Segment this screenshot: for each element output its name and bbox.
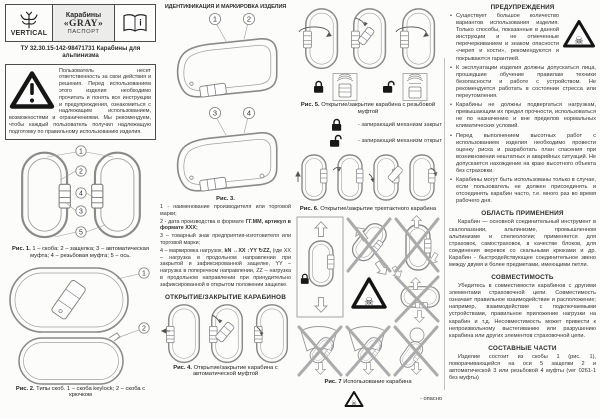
skull-warning-icon bbox=[353, 279, 385, 308]
figure-1 bbox=[5, 140, 156, 260]
marking-item-2: 2 - дата производства в формате ГГ.ММ, артикул в формате XXX; bbox=[160, 218, 291, 232]
skull-triangle-icon bbox=[344, 390, 364, 408]
wrong-edge-cell-2 bbox=[347, 326, 389, 375]
fig1-callout-1: 1 bbox=[79, 147, 83, 155]
warning-exclamation-icon bbox=[9, 70, 55, 110]
skull-triangle-icon bbox=[562, 19, 596, 49]
wrong-edge-cell-1 bbox=[299, 326, 341, 375]
warning-bullet: • Перед выполнением высотных работ с использованием изделия необходимо провести оценку риска и разработать план спасения при возникновении нештатных и аварийных ситуаций. Не допускается нахождение на краю высотного объекта без страховки. bbox=[449, 133, 596, 176]
wrong-edge-cell-3 bbox=[395, 327, 437, 375]
warning-bullet: • Карабины не должны подвергаться нагрузкам, превышающим их предел прочности, использоваться не по назначению и вне пределов нормальных климатических условий. bbox=[449, 102, 596, 130]
fig1-carabiners-diagram bbox=[5, 140, 156, 246]
compatibility-text: Убедитесь в совместимости карабинов с другими элементами страховочной цепи. Совместимость означает правильное взаимодействие и расположение; например, взаимодействие с подключаемыми устройствами, правильное приложение нагрузки на карабин и т.д. Несовместимость может привести к непроизвольному выстегиванию или разрушению карабина или других элементов страховочной цепи. bbox=[449, 283, 596, 339]
fig5-screw-gate-diagram bbox=[295, 4, 441, 72]
sleeve-closed-detail bbox=[333, 74, 357, 101]
fig5-lock-detail-row bbox=[295, 72, 441, 102]
fig4-caption: Рис. 4. Открытие/закрытие карабина с автоматической муфтой bbox=[173, 364, 278, 378]
fig2-caption: Рис. 2. Типы скоб. 1 – скоба keylock; 2 – скоба с крючком bbox=[15, 385, 146, 399]
svg-text:☠: ☠ bbox=[364, 295, 374, 308]
application-text: Карабин — основной соединительный инструмент в скалолазании, альпинизме, промышленном альпинизме и спелеологии; применяется для страховок, самостраховок, в качестве блоков, для соединения веревок со скальными крюками и др. Карабин - быстродействующее соединительное звено между двумя и более предметами, имеющими петли. bbox=[449, 219, 596, 268]
fig3-callout-2: 2 bbox=[246, 14, 252, 24]
doc-type: ПАСПОРТ bbox=[67, 28, 100, 35]
fig4-auto-gate-diagram bbox=[160, 301, 291, 365]
manual-cell bbox=[115, 5, 154, 41]
lock-closed-legend: - запирающий механизм закрыт bbox=[320, 118, 442, 132]
fig3-callout-3: 3 bbox=[212, 108, 218, 118]
compatibility-title: СОВМЕСТИМОСТЬ bbox=[491, 274, 554, 282]
fig1-callout-3: 3 bbox=[79, 207, 83, 215]
wrong-diagonal-cell bbox=[348, 219, 391, 278]
figures-column bbox=[294, 4, 442, 408]
fig1-caption: Рис. 1. 1 – скоба; 2 – защелка; 3 – автоматическая муфта; 4 – резьбовая муфта; 5 – ось. bbox=[12, 245, 149, 259]
brand-cell bbox=[6, 5, 53, 41]
identification-column bbox=[160, 4, 291, 378]
brand-name: VERTICAL bbox=[10, 29, 48, 37]
svg-text:☠: • ☠ bbox=[574, 35, 584, 47]
fig1-callout-2: 2 bbox=[79, 167, 83, 175]
sleeve-open-detail bbox=[403, 74, 427, 101]
application-title: ОБЛАСТЬ ПРИМЕНЕНИЯ bbox=[481, 210, 564, 218]
warning-bullet: • К эксплуатации изделия должны допускаться лица, прошедшие обучение правилам техники безопасности и работе с устройством. Не рекомендуется работать в состоянии стресса или переутомления. bbox=[449, 65, 596, 100]
fig1-callout-4: 4 bbox=[79, 189, 83, 197]
marking-item-4: 4 – маркировка нагрузок, kN ↔XX ↕YY ↻ZZ, (где XX – нагрузка в продольном направлении при закрытой и зафиксированной защелке, YY – нагрузка в поперечном направлении, ZZ – нагрузка в продольном направлении при принудительно зафиксированной в открытом положении защелке. bbox=[160, 247, 292, 288]
warnings-title: ПРЕДУПРЕЖДЕНИЯ bbox=[490, 4, 555, 11]
figure-2 bbox=[5, 262, 156, 400]
open-close-title: ОТКРЫТИЕ/ЗАКРЫТИЕ КАРАБИНОВ bbox=[164, 293, 287, 301]
user-responsibility-warning bbox=[5, 64, 156, 140]
left-column bbox=[5, 4, 156, 399]
warning-bullet: • ☠ Существует большое количество вариантов использования изделия. Только способы, показанные в данной инструкции и не отмеченные перечеркиванием и знаком опасности «череп и кости», рекомендуются и покрываются гарантией. bbox=[449, 13, 596, 63]
wrong-three-way-cell bbox=[390, 215, 441, 279]
fig3-marking-diagram-bottom bbox=[160, 102, 291, 196]
fig1-callout-5: 5 bbox=[79, 228, 83, 236]
document-header bbox=[5, 4, 156, 42]
fig3-caption: Рис. 3. bbox=[216, 196, 235, 202]
column-divider bbox=[444, 58, 445, 390]
fig3-marking-diagram-top bbox=[160, 10, 291, 102]
model-name: «GRAY» bbox=[63, 18, 104, 29]
title-block bbox=[53, 5, 115, 41]
parts-text: Изделие состоит из скобы 1 (рис. 1), поворачивающейся на оси 5 защелки 2 и автоматической 3 или резьбовой 4 муфты (ver 0261-1 без муфты) bbox=[449, 353, 596, 382]
fig2-callout-2: 2 bbox=[142, 324, 146, 332]
fig6-caption: Рис. 6. Открытие/закрытие трехтактного карабина bbox=[299, 205, 437, 212]
warning-text: Пользователь несет ответственность за свои действия и решения. Перед использованием этого изделия необходимо прочитать и понять все инструкции и предупреждения, ознакомиться с надлежащим использованием, возможностями и ограничениями. Мы рекомендуем, чтобы каждый пользователь получил надлежащую подготовку по правильному использованию изделия. bbox=[9, 67, 151, 135]
fig7-usage-grid bbox=[295, 215, 441, 379]
wrong-transverse-cell bbox=[396, 277, 439, 322]
padlock-closed-icon bbox=[331, 118, 343, 132]
fig2-gate-types-diagram bbox=[5, 262, 156, 386]
fig3-callout-4: 4 bbox=[246, 108, 252, 118]
fig6-triple-action-diagram bbox=[295, 150, 441, 206]
warnings-list bbox=[449, 13, 596, 205]
marking-item-1: 1 - наименование производителя или торговой марки; bbox=[160, 203, 291, 217]
danger-legend: ☠ - опасно bbox=[294, 390, 442, 408]
correct-usage-cell bbox=[297, 217, 343, 317]
product-title: Карабины bbox=[65, 11, 102, 19]
vertical-logo-icon bbox=[18, 10, 40, 29]
warnings-column bbox=[449, 4, 596, 382]
info-glyph: i bbox=[138, 17, 142, 27]
padlock-open-icon bbox=[330, 134, 343, 148]
identification-title: ИДЕНТИФИКАЦИЯ И МАРКИРОВКА ИЗДЕЛИЯ bbox=[164, 4, 287, 10]
fig2-callout-1: 1 bbox=[142, 269, 146, 277]
parts-title: СОСТАВНЫЕ ЧАСТИ bbox=[488, 344, 557, 352]
tu-standard-line: ТУ 32.30.15-142-98471731 Карабины для альпинизма bbox=[20, 45, 141, 60]
fig5-caption: Рис. 5. Открытие/закрытие карабина с резьбовой муфтой bbox=[300, 102, 436, 115]
fig7-caption: Рис. 7 Использование карабина bbox=[324, 378, 412, 385]
warning-bullet: • Карабины могут быть использованы только в случае, если пользователь не должен присоединять и отсоединять карабин часто, т.е. много раз во время рабочего дня. bbox=[449, 177, 596, 205]
fig3-callout-1: 1 bbox=[212, 14, 218, 24]
marking-item-3: 3 – товарный знак предприятия-изготовителя или торговой марки; bbox=[160, 233, 291, 246]
lock-open-legend: - запирающий механизм открыт bbox=[320, 134, 442, 148]
open-book-icon bbox=[122, 13, 148, 34]
svg-text:☠: ☠ bbox=[351, 399, 358, 407]
